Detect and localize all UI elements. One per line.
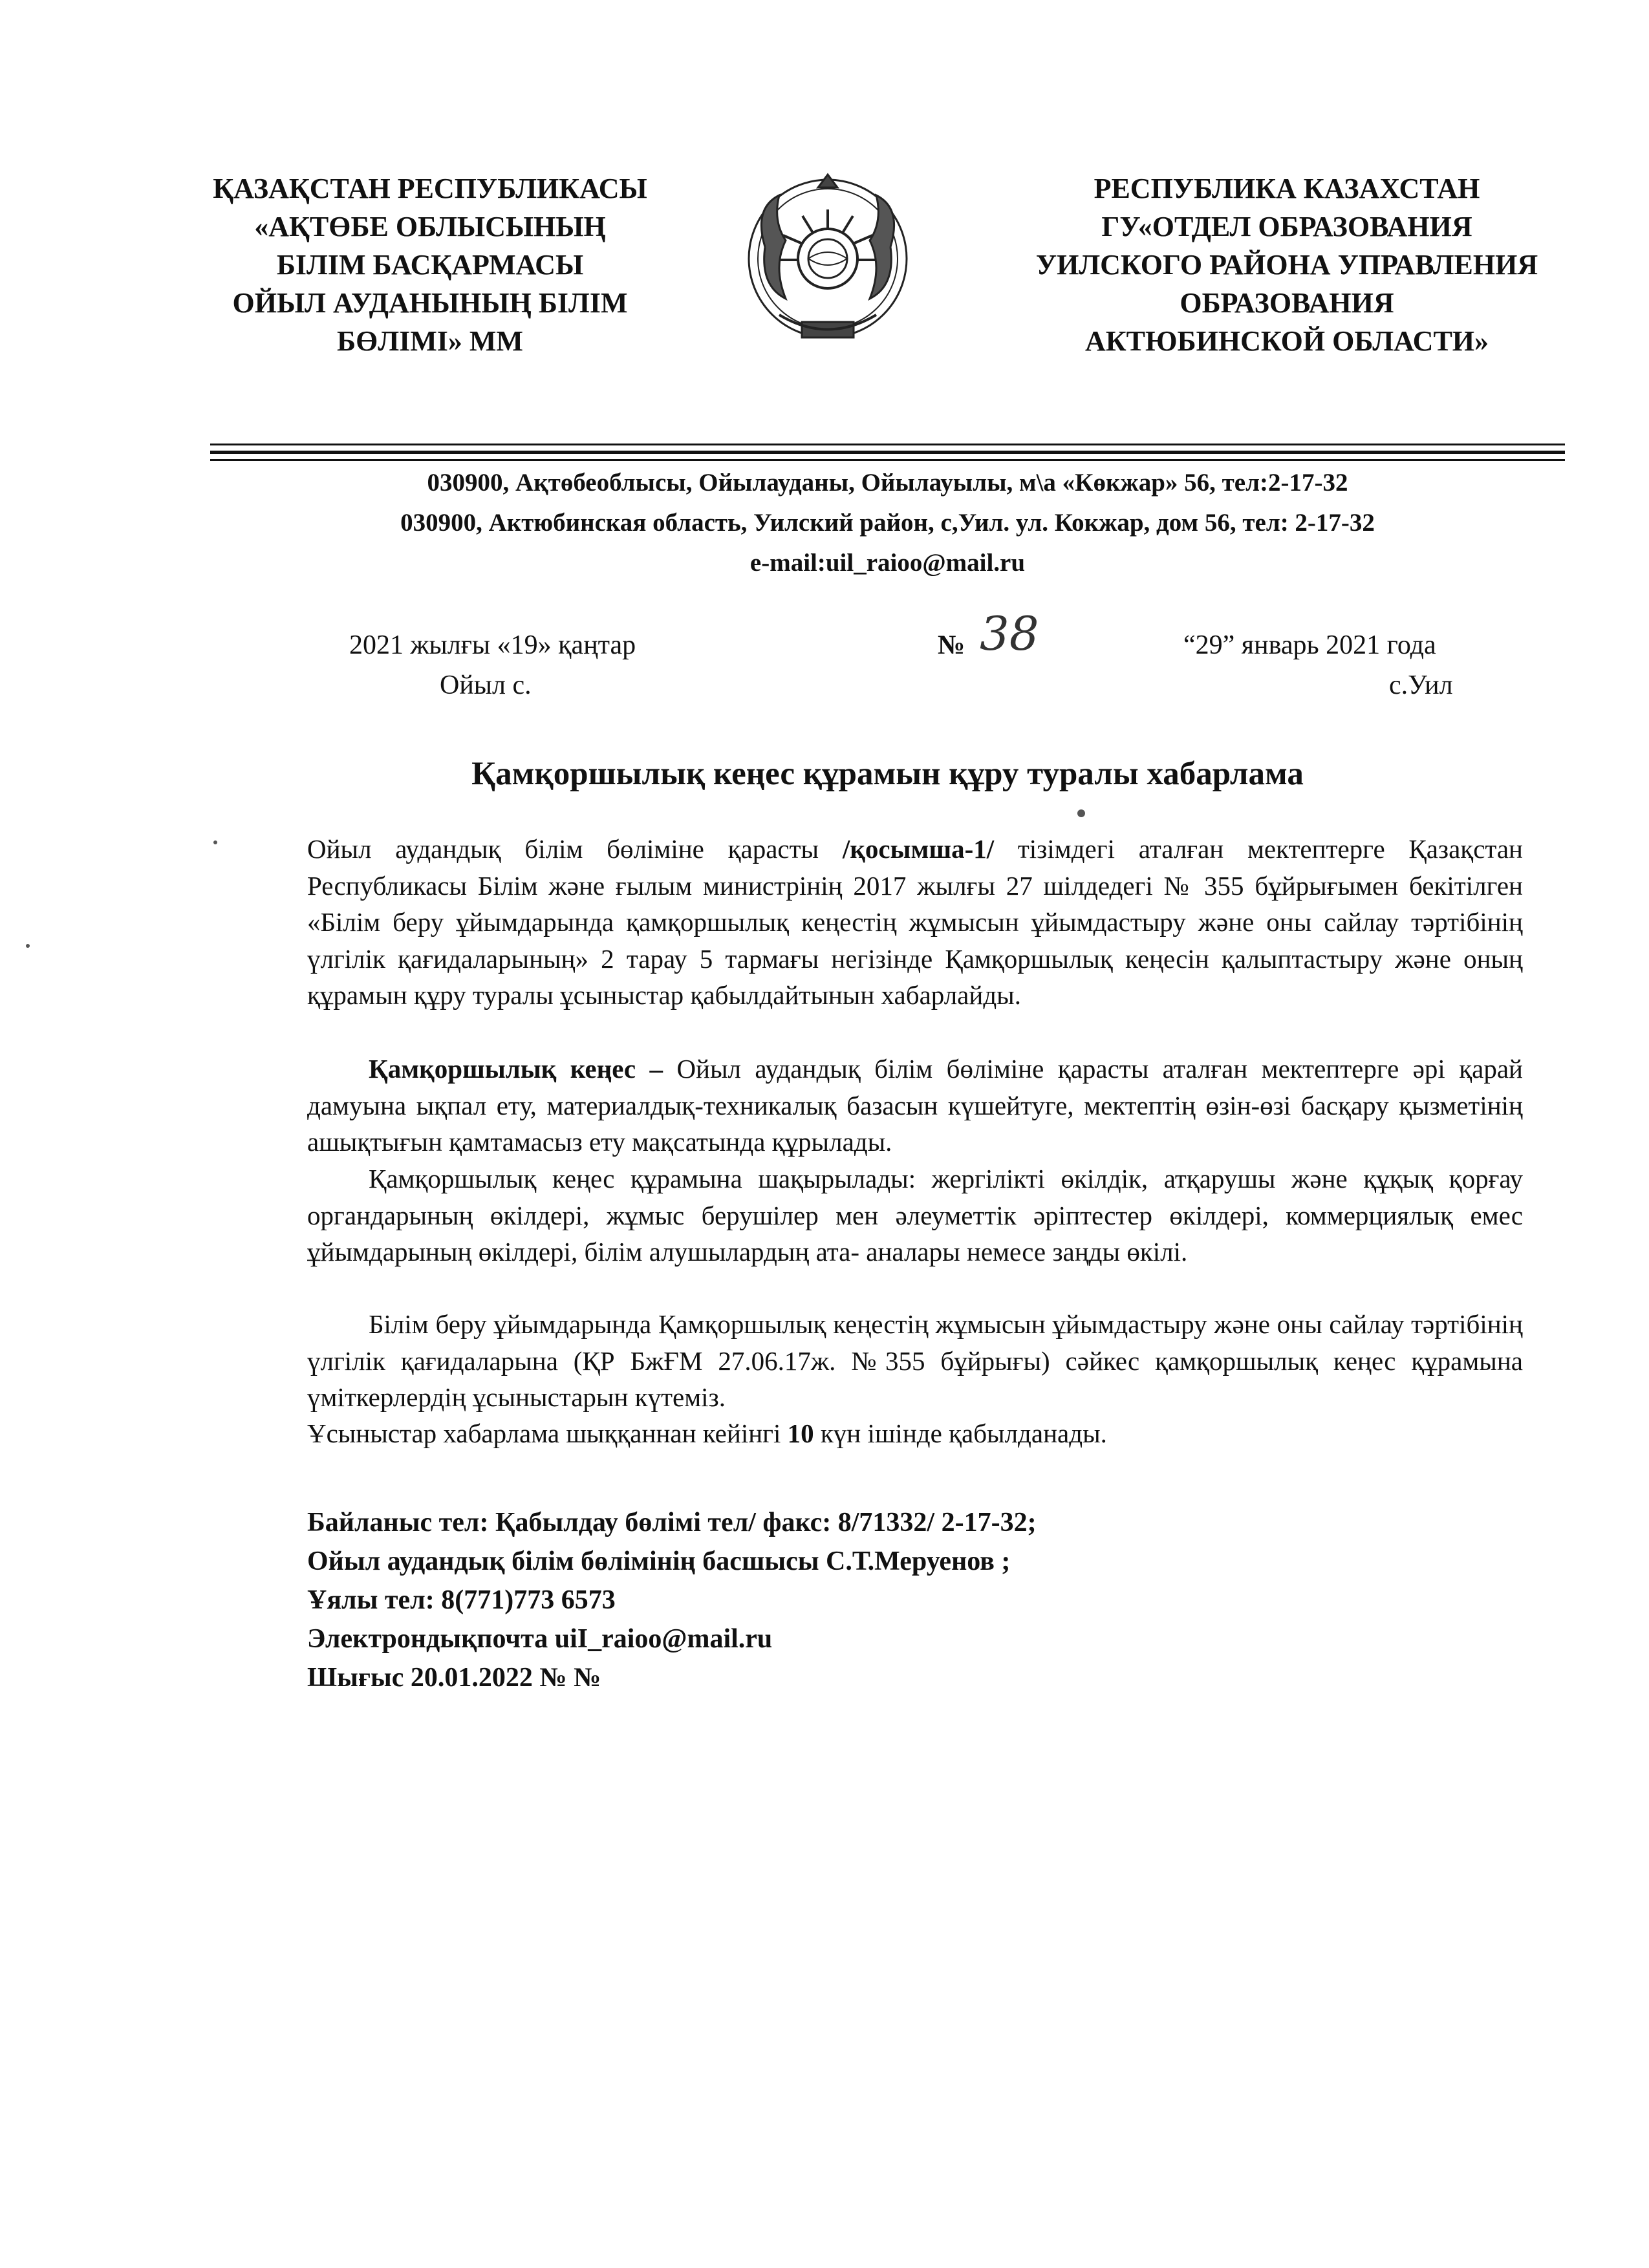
header-left-line: ОЙЫЛ АУДАНЫНЫҢ БІЛІМ	[232, 287, 628, 319]
header-right-line: ГУ«ОТДЕЛ ОБРАЗОВАНИЯ	[1101, 211, 1472, 242]
header-left-line: ҚАЗАҚСТАН РЕСПУБЛИКАСЫ	[213, 173, 647, 204]
header-left-line: БӨЛІМІ» ММ	[337, 325, 523, 357]
body-paragraph-2	[307, 1051, 1523, 1161]
number-label: №	[938, 630, 965, 660]
scan-speck	[26, 944, 30, 948]
body-paragraph-1	[307, 831, 1523, 1014]
header-divider-top	[210, 444, 1565, 445]
p5-text-c: күн ішінде қабылданады.	[814, 1418, 1107, 1448]
contact-head: Ойыл аудандық білім бөлімінің басшысы С.Т.Меруенов ;	[307, 1546, 1011, 1576]
address-kz: 030900, Ақтөбеоблысы, Ойылауданы, Ойылауылы, м\а «Көкжар» 56, тел:2-17-32	[427, 469, 1348, 497]
contact-phone-fax: Байланыс тел: Қабылдау бөлімі тел/ факс: 8/71332/ 2-17-32;	[307, 1508, 1037, 1537]
contact-mobile: Ұялы тел: 8(771)773 6573	[307, 1585, 616, 1615]
place-kz: Ойыл с.	[440, 670, 532, 700]
header-right-line: УИЛСКОГО РАЙОНА УПРАВЛЕНИЯ	[1035, 249, 1538, 281]
body-paragraph-5	[307, 1415, 1523, 1452]
p2-text: Ойыл аудандық білім бөліміне қарасты аталған мектептерге әрі қарай дамуына ықпал ету, материалдық-техникалық базасын күшейтуге, мектептің өзін-өзі басқару қызметінің ашықтығын қамтамасыз ету мақсатында құрылады.	[307, 1054, 1523, 1157]
scan-speck	[213, 840, 217, 844]
p2-term: Қамқоршылық кеңес –	[369, 1054, 677, 1084]
date-ru: “29” январь 2021 года	[1183, 630, 1436, 660]
state-emblem-icon	[740, 169, 915, 357]
p5-days: 10	[787, 1418, 814, 1448]
body-paragraph-3: Қамқоршылық кеңес құрамына шақырылады: жергілікті өкілдік, атқарушы және құқық қорғау органдарының өкілдері, жұмыс берушілер мен әлеуметтік әріптестер өкілдері, коммерциялық емес ұйымдарының өкілдері, білім алушылардың ата- аналары немесе заңды өкілі.	[307, 1164, 1523, 1267]
p5-text-a: Ұсыныстар хабарлама шыққаннан кейінгі	[307, 1418, 788, 1448]
outgoing-number: Шығыс 20.01.2022 № №	[307, 1663, 601, 1693]
handwritten-number: 38	[980, 606, 1039, 661]
contact-email: Электрондықпочта uiI_raioo@mail.ru	[307, 1624, 773, 1654]
header-left-line: «АҚТӨБЕ ОБЛЫСЫНЫҢ	[254, 211, 606, 242]
date-kz: 2021 жылғы «19» қаңтар	[349, 630, 636, 660]
p1-text-c: тізімдегі аталған мектептерге Қазақстан Республикасы Білім және ғылым министрінің 2017 жылғы 27 шілдедегі № 355 бұйрығымен бекітілген «Білім беру ұйымдарында қамқоршылық кеңестің жұмысын ұйымдастыру және оны сайлау тәртібінің үлгілік қағидаларының» 2 тарау 5 тармағы негізінде Қамқоршылық кеңесін қалыптастыру және оның құрамын құру туралы ұсыныстар қабылдайтынын хабарлайды.	[307, 834, 1523, 1010]
p1-appendix-ref: /қосымша-1/	[842, 834, 995, 864]
address-email: e-mail:uil_raioo@mail.ru	[749, 549, 1026, 577]
header-right-ru	[983, 169, 1591, 360]
header-right-line: АКТЮБИНСКОЙ ОБЛАСТИ»	[1084, 325, 1489, 357]
header-left-line: БІЛІМ БАСҚАРМАСЫ	[276, 249, 584, 281]
address-ru: 030900, Актюбинская область, Уилский район, с,Уил. ул. Кокжар, дом 56, тел: 2-17-32	[400, 509, 1375, 537]
header-left-kz	[188, 169, 673, 360]
scan-speck	[1077, 809, 1085, 817]
document-title: Қамқоршылық кеңес құрамын құру туралы хабарлама	[471, 756, 1304, 792]
header-divider-bottom	[210, 459, 1565, 461]
header-right-line: РЕСПУБЛИКА КАЗАХСТАН	[1094, 173, 1480, 204]
place-ru: с.Уил	[1389, 670, 1453, 700]
header-right-line: ОБРАЗОВАНИЯ	[1180, 287, 1394, 319]
body-paragraph-4: Білім беру ұйымдарында Қамқоршылық кеңестің жұмысын ұйымдастыру және оны сайлау тәртібінің үлгілік қағидаларына (ҚР БжҒМ 27.06.17ж. №355 бұйрығы) сәйкес қамқоршылық кеңес құрамына үміткерлердің ұсыныстарын күтеміз.	[307, 1309, 1523, 1412]
header-divider-middle	[210, 451, 1565, 454]
p1-text-a: Ойыл аудандық білім бөліміне қарасты	[307, 834, 843, 864]
